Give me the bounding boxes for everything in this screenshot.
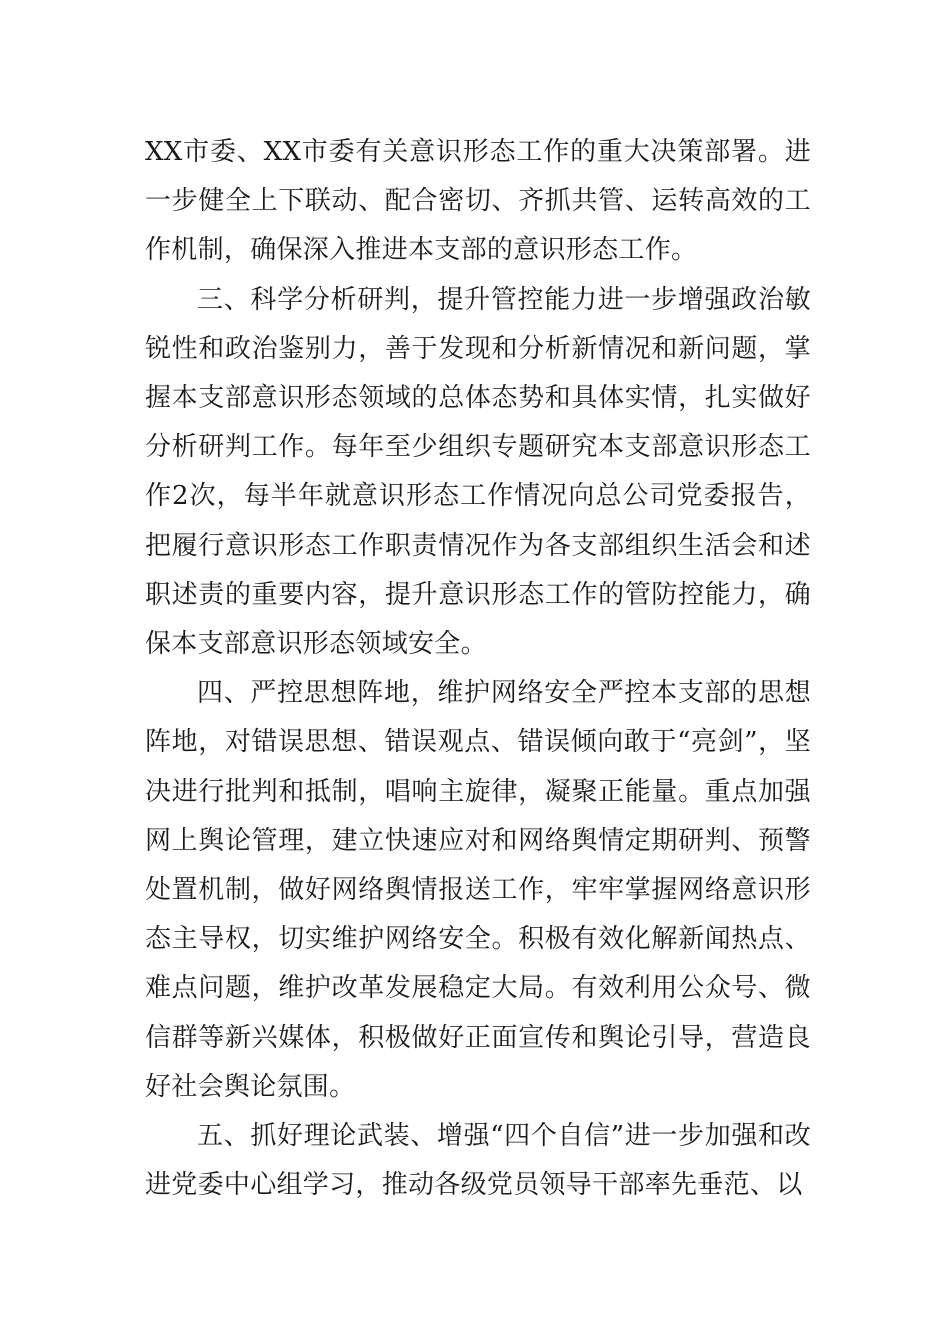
document-body [145, 128, 811, 1210]
paragraph-section-three: 三、科学分析研判，提升管控能力进一步增强政治敏锐性和政治鉴别力，善于发现和分析新情况和新问题，掌握本支部意识形态领域的总体态势和具体实情，扎实做好分析研判工作。每年至少组织专题研究本支部意识形态工作2次，每半年就意识形态工作情况向总公司党委报告，把履行意识形态工作职责情况作为各支部组织生活会和述职述责的重要内容，提升意识形态工作的管防控能力，确保本支部意识形态领域安全。 [145, 284, 811, 660]
paragraph-section-four: 四、严控思想阵地，维护网络安全严控本支部的思想阵地，对错误思想、错误观点、错误倾向敢于“亮剑”，坚决进行批判和抵制，唱响主旋律，凝聚正能量。重点加强网上舆论管理，建立快速应对和网络舆情定期研判、预警处置机制，做好网络舆情报送工作，牢牢掌握网络意识形态主导权，切实维护网络安全。积极有效化解新闻热点、难点问题，维护改革发展稳定大局。有效利用公众号、微信群等新兴媒体，积极做好正面宣传和舆论引导，营造良好社会舆论氛围。 [145, 678, 811, 1102]
paragraph-continuation: XX市委、XX市委有关意识形态工作的重大决策部署。进一步健全上下联动、配合密切、齐抓共管、运转高效的工作机制，确保深入推进本支部的意识形态工作。 [145, 137, 811, 266]
paragraph-section-five: 五、抓好理论武装、增强“四个自信”进一步加强和改进党委中心组学习，推动各级党员领导干部率先垂范、以 [145, 1121, 811, 1201]
